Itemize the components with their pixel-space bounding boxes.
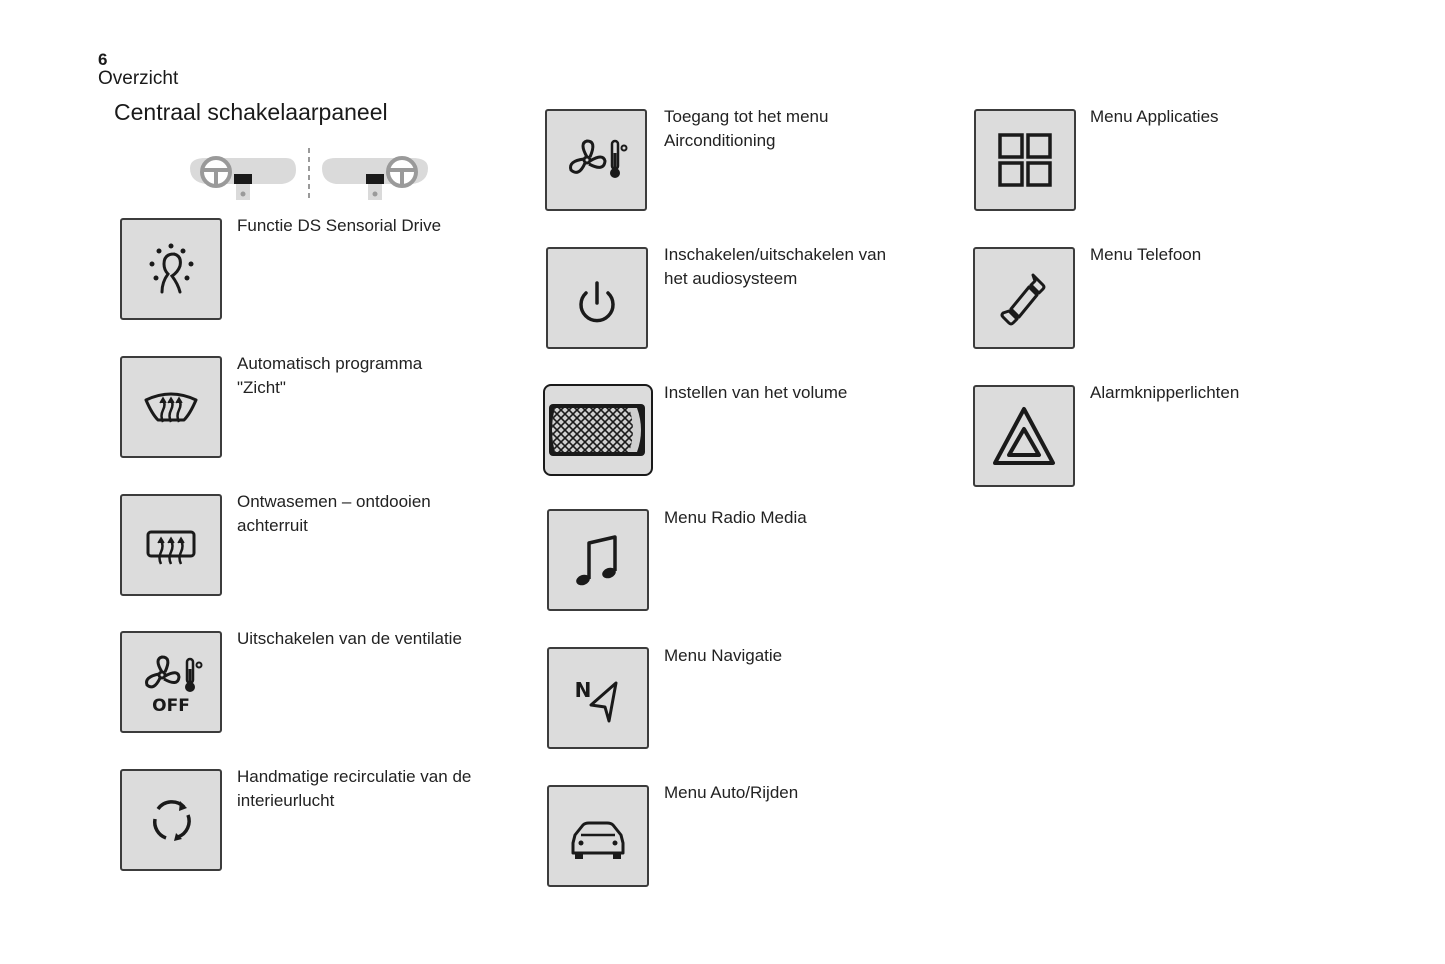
dashboard-diagram-icon — [186, 146, 432, 206]
fan-temperature-icon — [559, 123, 633, 197]
applications-grid-icon — [988, 123, 1062, 197]
off-text: OFF — [152, 696, 190, 716]
hazard-lights-label: Alarmknipperlichten — [1090, 383, 1240, 402]
windscreen-demist-icon — [134, 370, 208, 444]
recirculation-icon — [134, 783, 208, 857]
audio-power-button[interactable] — [546, 247, 648, 349]
radio-media-button[interactable] — [547, 509, 649, 611]
volume-knob[interactable] — [543, 384, 653, 476]
navigation-arrow-icon — [561, 661, 635, 735]
rear-window-demist-icon — [134, 508, 208, 582]
radio-media-label: Menu Radio Media — [664, 508, 807, 527]
auto-visibility-label: Automatisch programma "Zicht" — [237, 354, 423, 397]
audio-power-label: Inschakelen/uitschakelen van het audiosysteem — [664, 245, 887, 288]
sensorial-drive-icon — [134, 232, 208, 306]
volume-wheel-icon — [545, 386, 651, 474]
music-note-icon — [561, 523, 635, 597]
recirculation-label: Handmatige recirculatie van de interieurlucht — [237, 767, 472, 810]
rear-demist-label: Ontwasemen – ontdooien achterruit — [237, 492, 431, 535]
car-driving-label: Menu Auto/Rijden — [664, 783, 799, 802]
applications-label: Menu Applicaties — [1090, 107, 1219, 126]
section-title: Overzicht — [98, 68, 179, 89]
applications-button[interactable] — [974, 109, 1076, 211]
page-number: 6 — [98, 50, 108, 69]
car-icon — [561, 799, 635, 873]
volume-label: Instellen van het volume — [664, 383, 848, 402]
hazard-lights-button[interactable] — [973, 385, 1075, 487]
navigation-label: Menu Navigatie — [664, 646, 783, 665]
sensorial-drive-label: Functie DS Sensorial Drive — [237, 216, 442, 235]
sensorial-drive-button[interactable] — [120, 218, 222, 320]
fan-off-icon — [134, 645, 208, 719]
aircon-menu-button[interactable] — [545, 109, 647, 211]
ventilation-off-label: Uitschakelen van de ventilatie — [237, 629, 462, 648]
aircon-menu-label: Toegang tot het menu Airconditioning — [664, 107, 829, 150]
auto-visibility-button[interactable] — [120, 356, 222, 458]
rear-demist-button[interactable] — [120, 494, 222, 596]
telephone-label: Menu Telefoon — [1090, 245, 1202, 264]
navigation-button[interactable] — [547, 647, 649, 749]
power-icon — [560, 261, 634, 335]
north-text: N — [574, 678, 592, 702]
page-heading: Centraal schakelaarpaneel — [114, 99, 388, 125]
car-driving-button[interactable] — [547, 785, 649, 887]
telephone-button[interactable] — [973, 247, 1075, 349]
hazard-triangle-icon — [987, 399, 1061, 473]
phone-icon — [987, 261, 1061, 335]
recirculation-button[interactable] — [120, 769, 222, 871]
ventilation-off-button[interactable] — [120, 631, 222, 733]
